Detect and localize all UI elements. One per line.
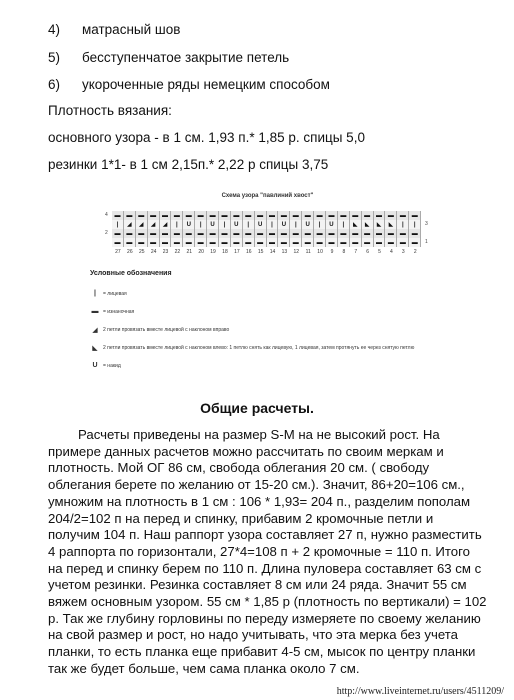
- chart-cell: ▬: [171, 211, 183, 220]
- column-number: 24: [150, 249, 157, 255]
- chart-cell: ▬: [183, 229, 195, 238]
- chart-cell: ▬: [219, 238, 231, 247]
- chart-cell: ▬: [350, 229, 362, 238]
- chart-cell: ▬: [397, 238, 409, 247]
- paragraph-line: Расчеты приведены на размер S-M на не высокий рост. На: [78, 427, 440, 442]
- legend-text: 2 петли провязать вместе лицевой с наклоном влево: 1 петлю снять как лицевую, 1 лицевая, затем протянуть ее через снятую петлю: [103, 345, 415, 351]
- column-number: 5: [378, 249, 381, 255]
- chart-row-3: [112, 220, 422, 229]
- chart-cell: ▬: [183, 238, 195, 247]
- column-number: 18: [222, 249, 228, 255]
- chart-cell: U: [255, 220, 267, 229]
- paragraph-line: умножим на плотность в 1 см : 106 * 1,93= 204 п., разделим пополам: [48, 493, 471, 509]
- list-item-6: [48, 77, 330, 92]
- list-number: 4): [48, 22, 61, 37]
- chart-cell: |: [397, 220, 409, 229]
- chart-cell: ▬: [267, 211, 279, 220]
- chart-cell: ◣: [362, 220, 374, 229]
- chart-cell: ▬: [385, 229, 397, 238]
- paragraph-line: на свой размер и рост, но надо учитывать, что эта мерка без учета: [48, 627, 458, 643]
- list-text: матрасный шов: [82, 22, 181, 37]
- legend-item: [90, 308, 134, 315]
- column-number: 10: [317, 249, 323, 255]
- list-item-5: [48, 50, 290, 65]
- chart-row-2: [112, 229, 422, 238]
- row-number: 4: [105, 212, 108, 218]
- chart-cell: |: [290, 220, 302, 229]
- chart-cell: ◣: [385, 220, 397, 229]
- left-decrease-icon: ◣: [92, 345, 98, 352]
- chart-cell: ▬: [278, 238, 290, 247]
- paragraph-line: плотность. Мой ОГ 86 см, свобода облегания 20 см. ( свободу: [48, 460, 430, 476]
- chart-cell: ▬: [112, 238, 124, 247]
- column-number: 9: [330, 249, 334, 255]
- column-number: 13: [281, 249, 288, 255]
- chart-cell: U: [183, 220, 195, 229]
- chart-cell: U: [207, 220, 219, 229]
- chart-cell: ▬: [207, 229, 219, 238]
- legend-item: [90, 290, 127, 297]
- chart-cell: ▬: [409, 229, 421, 238]
- chart-cell: U: [302, 220, 314, 229]
- chart-cell: ▬: [148, 238, 160, 247]
- chart-cell: ▬: [362, 211, 374, 220]
- column-number: 16: [245, 249, 252, 255]
- chart-cell: ▬: [195, 238, 207, 247]
- chart-cell: ▬: [385, 211, 397, 220]
- chart-cell: ▬: [267, 238, 279, 247]
- chart-cell: ▬: [171, 238, 183, 247]
- density-main: основного узора - в 1 см. 1,93 п.* 1,85 р. спицы 5,0: [48, 130, 365, 145]
- chart-cell: ▬: [207, 211, 219, 220]
- chart-cell: ▬: [278, 229, 290, 238]
- chart-cell: ▬: [124, 211, 136, 220]
- paragraph-line: примере данных расчетов можно рассчитать по своим меркам и: [48, 443, 444, 459]
- chart-column-numbers: [112, 249, 422, 255]
- chart-cell: ▬: [255, 238, 267, 247]
- chart-cell: ▬: [160, 211, 172, 220]
- chart-cell: ▬: [302, 211, 314, 220]
- chart-cell: ▬: [302, 238, 314, 247]
- column-number: 26: [127, 249, 133, 255]
- chart-cell: ◢: [148, 220, 160, 229]
- row-number: 2: [105, 230, 108, 236]
- chart-cell: ▬: [219, 211, 231, 220]
- chart-cell: |: [409, 220, 421, 229]
- chart-cell: ▬: [124, 229, 136, 238]
- legend-text: = накид: [103, 362, 121, 369]
- list-text: бесступенчатое закрытие петель: [82, 50, 290, 65]
- legend-text: = лицевая: [103, 290, 127, 297]
- legend-title: Условные обозначения: [90, 270, 172, 277]
- chart-cell: ▬: [362, 229, 374, 238]
- chart-cell: ▬: [326, 238, 338, 247]
- column-number: 6: [366, 249, 370, 255]
- column-number: 2: [413, 249, 417, 255]
- paragraph-line: так же будет больше, чем сама планка около 7 см.: [48, 660, 360, 676]
- chart-cell: ▬: [255, 229, 267, 238]
- chart-cell: ▬: [195, 229, 207, 238]
- chart-cell: U: [278, 220, 290, 229]
- paragraph-line: учетом резинки. Резинка составляет 8 см или 24 ряда. Значит 55 см: [48, 577, 467, 593]
- chart-row-4: [112, 211, 422, 220]
- chart-cell: ▬: [302, 229, 314, 238]
- chart-cell: ▬: [278, 211, 290, 220]
- paragraph-line: 4 раппорта по горизонтали, 27*4=108 п + 2 кромочные = 110 п. Итого: [48, 543, 470, 559]
- knit-stitch-icon: |: [94, 290, 96, 297]
- chart-cell: ▬: [338, 211, 350, 220]
- legend-item: [90, 344, 414, 352]
- chart-cell: |: [314, 220, 326, 229]
- purl-stitch-icon: ▬: [91, 308, 99, 315]
- column-number: 22: [174, 249, 181, 255]
- chart-cell: ◢: [124, 220, 136, 229]
- chart-cell: ▬: [231, 229, 243, 238]
- chart-cell: ▬: [219, 229, 231, 238]
- column-number: 11: [305, 249, 311, 255]
- chart-cell: |: [267, 220, 279, 229]
- paragraph-line: вяжем основным узором. 55 см * 1,85 р (плотность по вертикали) = 102: [48, 594, 487, 610]
- chart-cell: |: [195, 220, 207, 229]
- chart-cell: ▬: [148, 211, 160, 220]
- paragraph-line: планки, то есть планка еще прибавит 4-5 см, мысок по центру планки: [48, 644, 476, 660]
- chart-cell: ◣: [374, 220, 386, 229]
- legend-text: = изнаночная: [103, 308, 135, 315]
- chart-cell: ▬: [243, 229, 255, 238]
- section-heading: Общие расчеты.: [200, 400, 314, 416]
- column-number: 8: [342, 249, 346, 255]
- chart-cell: ▬: [350, 238, 362, 247]
- chart-cell: U: [231, 220, 243, 229]
- paragraph-line: р. Так же глубину горловины по переду измеряете по своему желанию: [48, 610, 481, 626]
- chart-cell: ◣: [350, 220, 362, 229]
- chart-cell: ▬: [231, 211, 243, 220]
- column-number: 14: [269, 249, 276, 255]
- chart-cell: ▬: [374, 229, 386, 238]
- paragraph-line: получим 104 п. Наш раппорт узора составляет 27 п, нужно разместить: [48, 527, 482, 543]
- density-rib: резинки 1*1- в 1 см 2,15п.* 2,22 р спицы 3,75: [48, 157, 329, 172]
- chart-cell: ▬: [409, 238, 421, 247]
- chart-cell: ▬: [136, 211, 148, 220]
- chart-cell: ▬: [385, 238, 397, 247]
- column-number: 12: [293, 249, 300, 255]
- column-number: 27: [115, 249, 121, 255]
- column-number: 19: [210, 249, 216, 255]
- chart-cell: ▬: [350, 211, 362, 220]
- chart-cell: ◢: [136, 220, 148, 229]
- chart-cell: ▬: [183, 211, 195, 220]
- chart-cell: ▬: [290, 229, 302, 238]
- column-number: 21: [186, 249, 193, 255]
- list-number: 5): [48, 50, 61, 65]
- list-item-4: [48, 22, 181, 37]
- watermark: http://www.liveinternet.ru/users/4511209/: [336, 686, 504, 697]
- column-number: 7: [354, 249, 358, 255]
- chart-cell: U: [326, 220, 338, 229]
- chart-cell: ▬: [160, 238, 172, 247]
- chart-cell: ▬: [124, 238, 136, 247]
- chart-cell: ▬: [136, 238, 148, 247]
- chart-cell: ▬: [171, 229, 183, 238]
- chart-cell: ▬: [338, 229, 350, 238]
- chart-cell: ◢: [160, 220, 172, 229]
- legend-item: [90, 362, 121, 369]
- right-decrease-icon: ◢: [92, 327, 98, 334]
- calculation-paragraph: [48, 427, 498, 678]
- row-number: 1: [425, 239, 428, 245]
- chart-cell: ▬: [112, 229, 124, 238]
- chart-cell: ▬: [409, 211, 421, 220]
- chart-cell: ▬: [112, 211, 124, 220]
- chart-cell: ▬: [136, 229, 148, 238]
- chart-cell: |: [243, 220, 255, 229]
- chart-row-1: [112, 238, 422, 247]
- chart-cell: ▬: [243, 238, 255, 247]
- chart-cell: ▬: [397, 229, 409, 238]
- chart-cell: |: [112, 220, 124, 229]
- chart-cell: |: [338, 220, 350, 229]
- paragraph-line: на перед и спинку берем по 110 п. Длина пуловера составляет 63 см с: [48, 560, 482, 576]
- chart-cell: ▬: [326, 229, 338, 238]
- column-number: 4: [390, 249, 393, 255]
- chart-cell: ▬: [314, 238, 326, 247]
- chart-cell: ▬: [314, 229, 326, 238]
- chart-cell: ▬: [397, 211, 409, 220]
- row-number: 3: [425, 221, 428, 227]
- legend-text: 2 петли провязать вместе лицевой с наклоном вправо: [103, 327, 230, 333]
- chart-cell: |: [171, 220, 183, 229]
- pattern-chart: [105, 193, 430, 263]
- column-number: 20: [198, 249, 204, 255]
- paragraph-line: облегания берете по желанию от 15-20 см.). Значит, 86+20=106 см.,: [48, 477, 465, 493]
- chart-cell: ▬: [374, 238, 386, 247]
- legend-item: [90, 326, 229, 334]
- chart-cell: ▬: [255, 211, 267, 220]
- list-text: укороченные ряды немецким способом: [82, 77, 330, 92]
- chart-cell: ▬: [314, 211, 326, 220]
- chart-cell: ▬: [243, 211, 255, 220]
- legend: [90, 270, 450, 370]
- chart-cell: ▬: [195, 211, 207, 220]
- chart-title: Схема узора "павлиний хвост": [221, 193, 314, 199]
- chart-cell: ▬: [207, 238, 219, 247]
- list-number: 6): [48, 77, 61, 92]
- chart-cell: |: [219, 220, 231, 229]
- chart-cell: ▬: [267, 229, 279, 238]
- chart-cell: ▬: [231, 238, 243, 247]
- chart-cell: ▬: [338, 238, 350, 247]
- chart-cell: ▬: [160, 229, 172, 238]
- column-number: 23: [162, 249, 169, 255]
- chart-cell: ▬: [326, 211, 338, 220]
- paragraph-line: 204/2=102 п на перед и спинку, прибавим 2 кромочные петли и: [48, 510, 434, 526]
- chart-cell: ▬: [290, 211, 302, 220]
- chart-cell: ▬: [148, 229, 160, 238]
- column-number: 3: [401, 249, 405, 255]
- column-number: 25: [138, 249, 145, 255]
- chart-cell: ▬: [290, 238, 302, 247]
- chart-cell: ▬: [362, 238, 374, 247]
- chart-cell: ▬: [374, 211, 386, 220]
- column-number: 15: [257, 249, 264, 255]
- yarn-over-icon: U: [92, 362, 98, 369]
- column-number: 17: [234, 249, 240, 255]
- density-title: Плотность вязания:: [48, 103, 172, 118]
